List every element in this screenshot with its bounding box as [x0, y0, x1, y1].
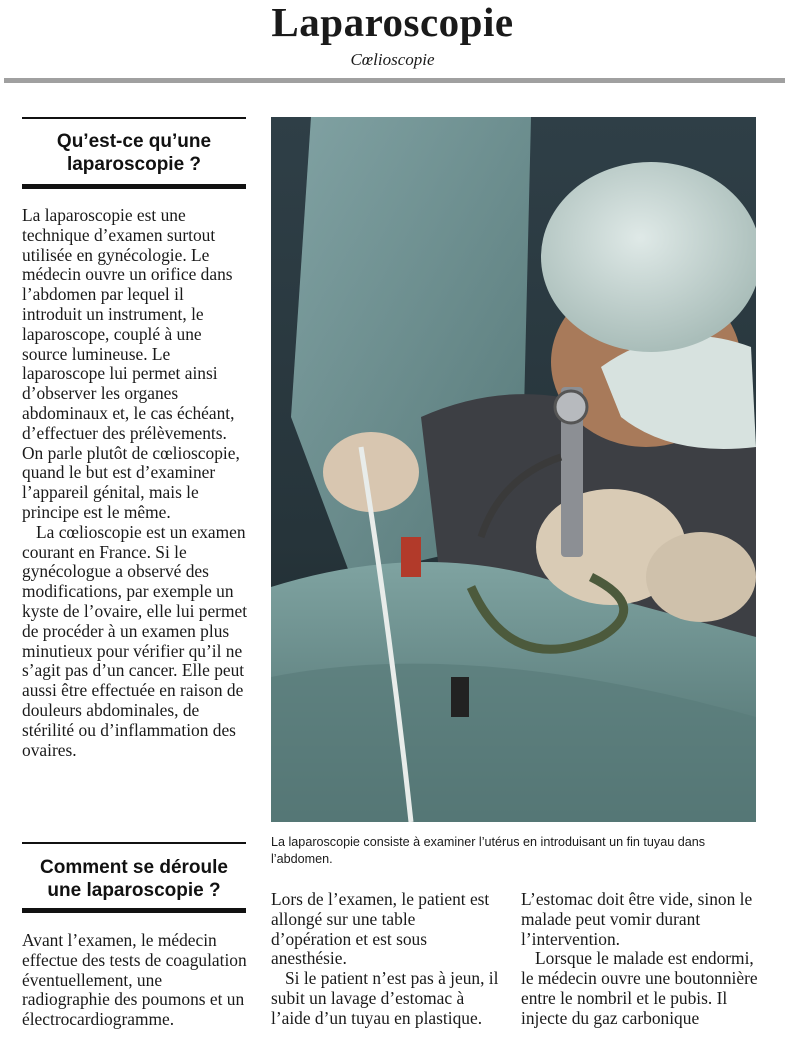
page-title: Laparoscopie	[271, 0, 514, 45]
col3-paragraph-2: Lorsque le malade est endormi, le médecin ouvre une boutonnière entre le nombril et le pubis. Il injecte du gaz carbonique	[521, 948, 758, 1028]
col2-paragraph-2: Si le patient n’est pas à jeun, il subit un lavage d’estomac à l’aide d’un tuyau en plastique.	[271, 968, 499, 1028]
header-divider	[4, 78, 785, 83]
box2-heading	[22, 856, 246, 902]
box1-heading-line1: Qu’est-ce qu’une	[56, 131, 212, 152]
column-2-text	[271, 890, 499, 1029]
box2-heading-line1: Comment se déroule	[40, 857, 228, 878]
column-3-text	[521, 890, 759, 1029]
column-1-bottom-text	[22, 931, 250, 1030]
box2-heading-line2: une laparoscopie ?	[47, 880, 221, 901]
col1-paragraph-2: La cœlioscopie est un examen courant en France. Si le gynécologue a observé des modifications, par exemple un kyste de l’ovaire, elle lui permet de procéder à un examen plus minutieux pour vérifier qu’il ne s’agit pas d’un cancer. Elle peut aussi être effectuée en raison de douleurs abdominales, de stérilité ou d’inflammation des ovaires.	[22, 521, 248, 760]
box1-heading	[22, 130, 246, 176]
photo-caption: La laparoscopie consiste à examiner l’utérus en introduisant un fin tuyau dans l’abdomen.	[271, 835, 706, 866]
col2-paragraph-1: Lors de l’examen, le patient est allongé sur une table d’opération et est sous anesthésie.	[271, 889, 490, 969]
box1-bottom-rule	[22, 184, 246, 189]
page-subtitle: Cœlioscopie	[350, 50, 435, 69]
box1-heading-line2: laparoscopie ?	[66, 154, 202, 175]
column-1-text	[22, 206, 248, 760]
box1-top-rule	[22, 117, 246, 119]
box2-top-rule	[22, 842, 246, 844]
box2-bottom-rule	[22, 908, 246, 913]
col1-paragraph-1: La laparoscopie est une technique d’examen surtout utilisée en gynécologie. Le médecin ouvre un orifice dans l’abdomen par lequel il introduit un instrument, le laparoscope, couplé à une source lumineuse. Le laparoscope lui permet ainsi d’observer les organes abdominaux et, le cas échéant, d’effectuer des prélèvements. On parle plutôt de cœlioscopie, quand le but est d’examiner l’appareil génital, mais le principe est le même.	[22, 205, 240, 522]
col3-paragraph-1: L’estomac doit être vide, sinon le malade peut vomir durant l’intervention.	[521, 889, 753, 949]
col1-bottom-paragraph-1: Avant l’examen, le médecin effectue des tests de coagulation éventuellement, une radiographie des poumons et un électrocardiogramme.	[22, 930, 247, 1030]
surgery-photo	[271, 117, 756, 822]
